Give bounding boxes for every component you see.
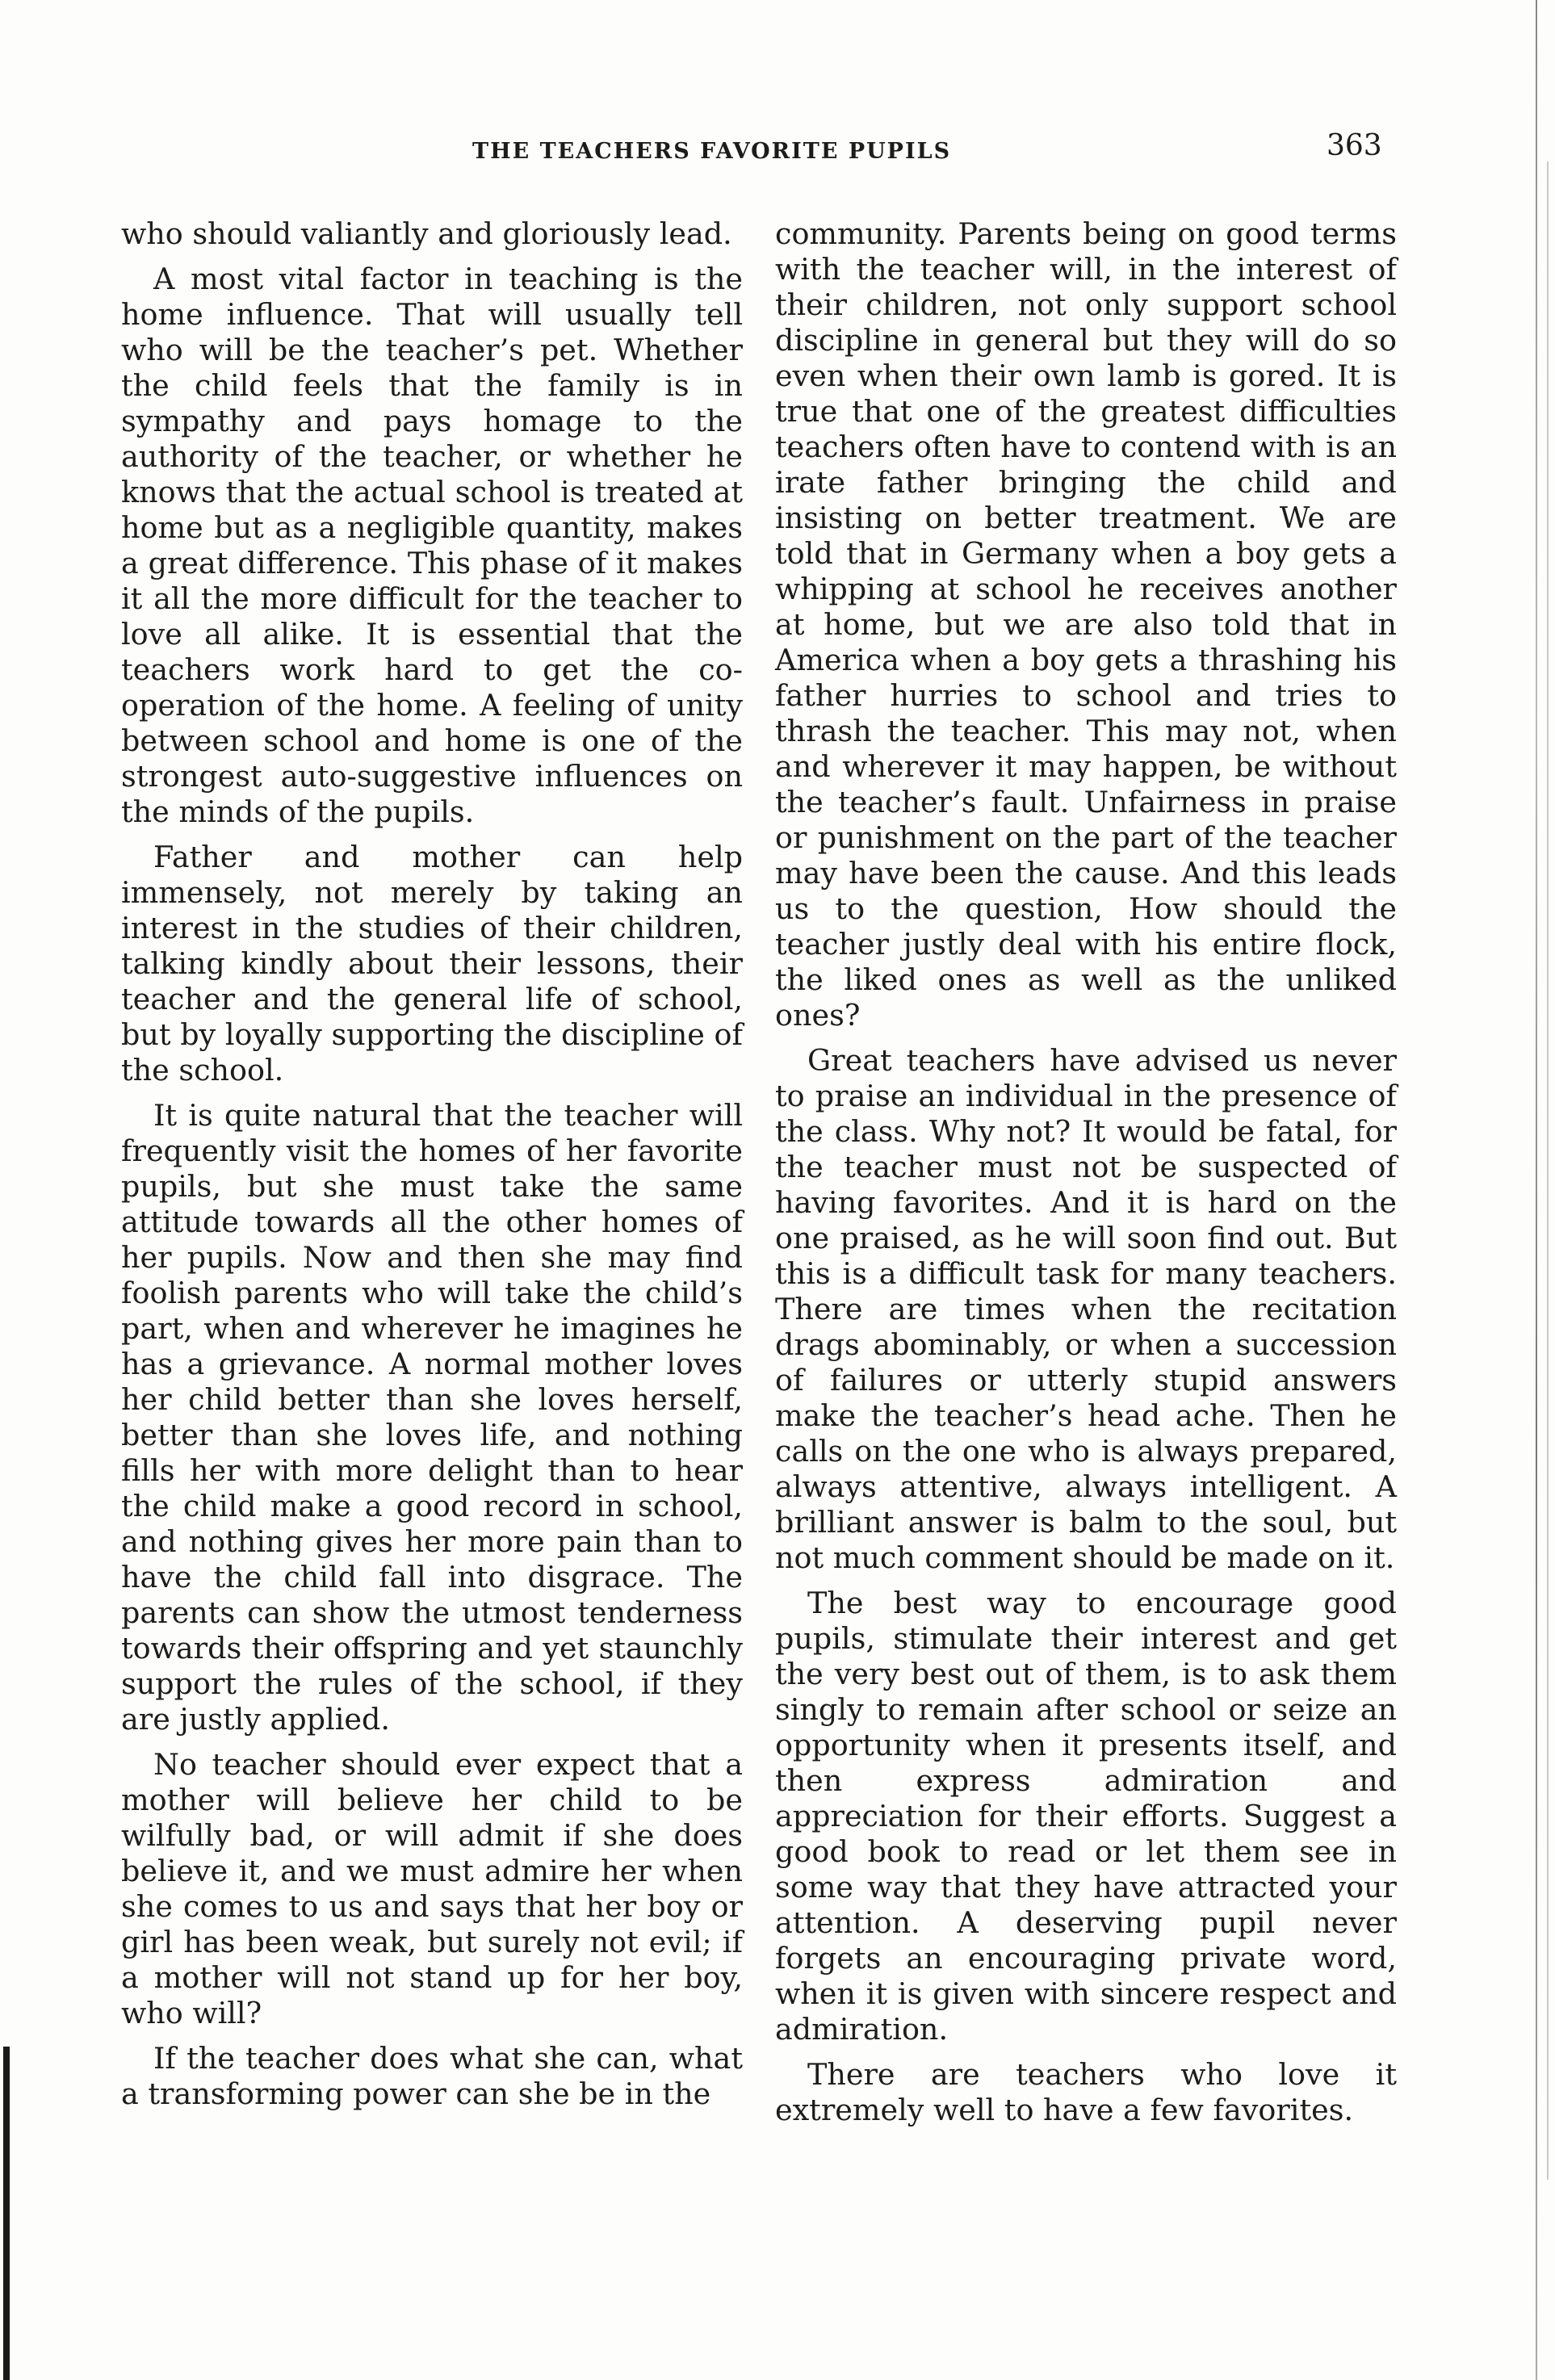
paragraph: It is quite natural that the teacher will frequently visit the homes of her favorite pupils, but she must take the same attitude towards all the other homes of her pupils. Now and then she may find foolish parents who will take the child’s part, when and wherever he imagines he has a grievance. A normal mother loves her child better than she loves herself, better than she loves life, and nothing fills her with more delight than to hear the child make a good record in school, and nothing gives her more pain than to have the child fall into disgrace. The parents can show the utmost tenderness towards their offspring and yet staunchly support the rules of the school, if they are justly applied.: [121, 1098, 743, 1737]
paragraph: The best way to encourage good pupils, stimulate their interest and get the very best out of them, is to ask them singly to remain after school or seize an opportunity when it presents itself, and then express admiration and appreciation for their efforts. Suggest a good book to read or let them see in some way that they have attracted your attention. A deserving pupil never forgets an encouraging private word, when it is given with sincere respect and admiration.: [775, 1586, 1397, 2047]
paragraph: There are teachers who love it extremely well to have a few favorites.: [775, 2057, 1397, 2127]
paragraph: Father and mother can help immensely, not merely by taking an interest in the studies of their children, talking kindly about their lessons, their teacher and the general life of school, but by loyally supporting the discipline of the school.: [121, 840, 743, 1087]
page-number: 363: [1327, 129, 1382, 162]
paragraph: No teacher should ever expect that a mother will believe her child to be wilfully bad, or will admit if she does believe it, and we must admire her when she comes to us and says that her boy or girl has been weak, but surely not evil; if a mother will not stand up for her boy, who will?: [121, 1747, 743, 2030]
paragraph: If the teacher does what she can, what a transforming power can she be in the: [121, 2041, 743, 2111]
paragraph: who should valiantly and gloriously lead.: [121, 216, 732, 251]
paragraph: Great teachers have advised us never to praise an individual in the presence of the class. Why not? It would be fatal, for the teacher must not be suspected of having favorites. And it is hard on the one praised, as he will soon find out. But this is a difficult task for many teachers. There are times when the recitation drags abominably, or when a succession of failures or utterly stupid answers make the teacher’s head ache. Then he calls on the one who is always prepared, always attentive, always intelligent. A brilliant answer is balm to the soul, but not much comment should be made on it.: [775, 1043, 1397, 1575]
right-column: [775, 216, 1397, 2138]
left-column: [121, 216, 743, 2122]
scan-edge-mark: [3, 2047, 10, 2380]
scan-edge-line: [1536, 0, 1537, 2380]
paragraph: A most vital factor in teaching is the home influence. That will usually tell who will be the teacher’s pet. Whether the child feels that the family is in sympathy and pays homage to the authority of the teacher, or whether he knows that the actual school is treated at home but as a negligible quantity, makes a great difference. This phase of it makes it all the more difficult for the teacher to love all alike. It is essential that the teachers work hard to get the co-operation of the home. A feeling of unity between school and home is one of the strongest auto-suggestive influences on the minds of the pupils.: [121, 262, 743, 829]
running-title: THE TEACHERS FAVORITE PUPILS: [472, 139, 952, 164]
paragraph: community. Parents being on good terms with the teacher will, in the interest of their children, not only support school discipline in general but they will do so even when their own lamb is gored. It is true that one of the greatest difficulties teachers often have to contend with is an irate father bringing the child and insisting on better treatment. We are told that in Germany when a boy gets a whipping at school he receives another at home, but we are also told that in America when a boy gets a thrashing his father hurries to school and tries to thrash the teacher. This may not, when and wherever it may happen, be without the teacher’s fault. Unfairness in praise or punishment on the part of the teacher may have been the cause. And this leads us to the question, How should the teacher justly deal with his entire flock, the liked ones as well as the unliked ones?: [775, 216, 1397, 1033]
scan-edge-line: [1547, 161, 1549, 2180]
